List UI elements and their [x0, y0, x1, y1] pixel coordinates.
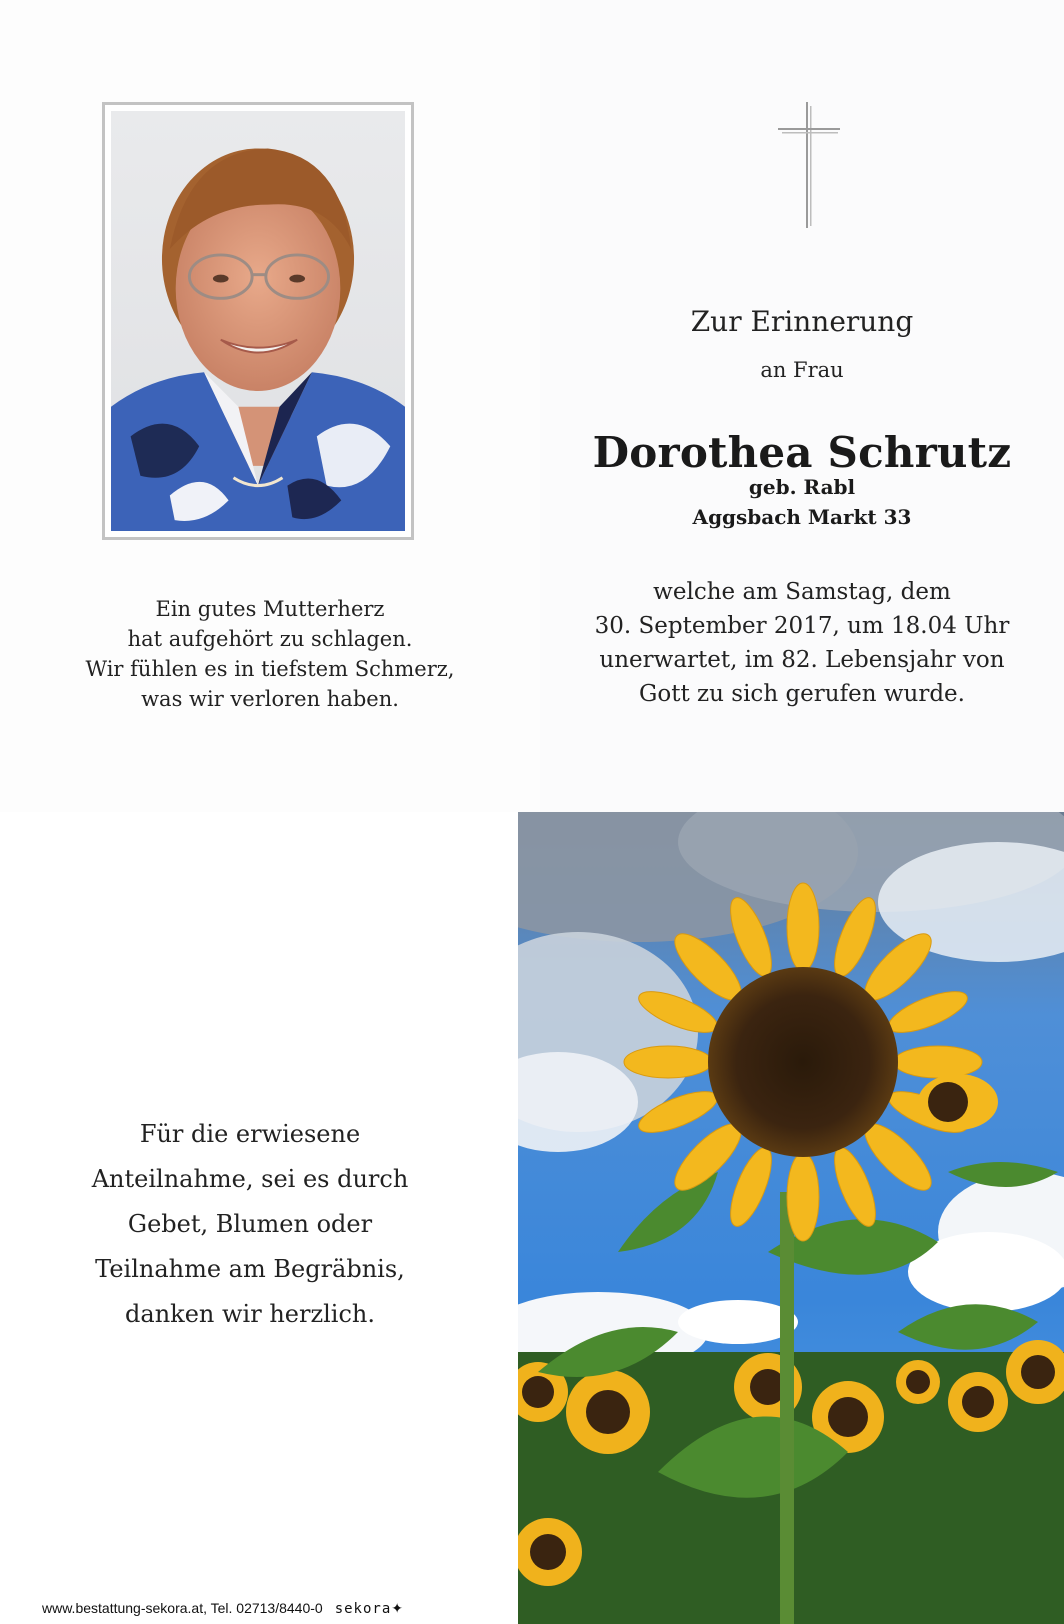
death-notice-line: unerwartet, im 82. Lebensjahr von [599, 647, 1005, 673]
thanks-message [0, 1112, 500, 1337]
portrait-panel [0, 0, 540, 812]
death-notice-line: Gott zu sich gerufen wurde. [639, 681, 965, 707]
thanks-line: Anteilnahme, sei es durch [91, 1165, 409, 1193]
death-notice-line: welche am Samstag, dem [653, 579, 951, 605]
maiden-name: geb. Rabl [748, 475, 856, 499]
portrait-frame [102, 102, 414, 540]
address: Aggsbach Markt 33 [692, 505, 912, 529]
death-notice [540, 575, 1064, 711]
thanks-line: Für die erwiesene [139, 1120, 361, 1148]
memorial-verse [40, 594, 500, 714]
sunflower-field-photo [518, 812, 1064, 1624]
thanks-line: Teilnahme am Begräbnis, [95, 1255, 405, 1283]
deceased-name: Dorothea Schrutz [592, 428, 1012, 477]
death-notice-line: 30. September 2017, um 18.04 Uhr [594, 613, 1010, 639]
intro-subheading: an Frau [760, 358, 844, 382]
thanks-line: danken wir herzlich. [125, 1300, 375, 1328]
verse-line: Ein gutes Mutterherz [155, 597, 385, 621]
bird-logo-icon: ✦ [391, 1600, 404, 1616]
portrait-photo [111, 111, 405, 531]
verse-line: Wir fühlen es in tiefstem Schmerz, [85, 657, 455, 681]
thanks-line: Gebet, Blumen oder [127, 1210, 373, 1238]
cross-icon [776, 100, 842, 230]
funeral-home-footer [42, 1600, 512, 1617]
announcement-panel [540, 0, 1064, 812]
intro-heading: Zur Erinnerung [690, 305, 914, 338]
footer-brand: sekora [334, 1601, 392, 1617]
cover-image-panel [518, 812, 1064, 1624]
verse-line: hat aufgehört zu schlagen. [127, 627, 413, 651]
footer-contact: www.bestattung-sekora.at, Tel. 02713/8440-0 [42, 1600, 323, 1616]
verse-line: was wir verloren haben. [141, 687, 399, 711]
